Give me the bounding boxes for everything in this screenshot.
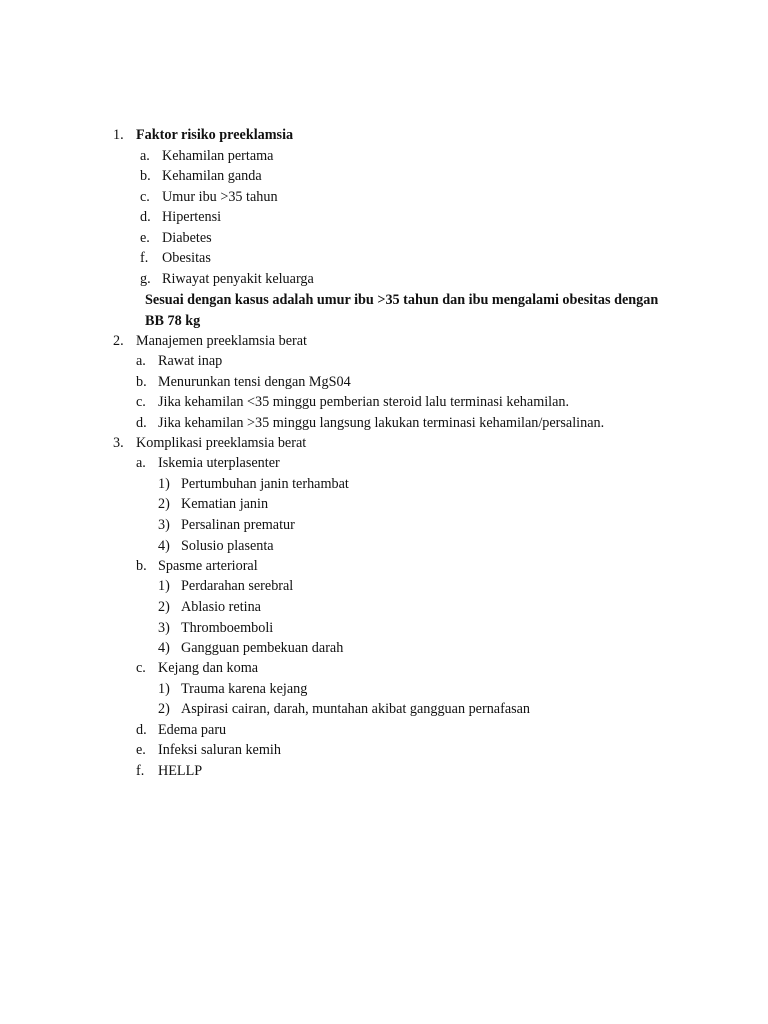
item-text: Edema paru: [158, 722, 227, 738]
item-marker: g.: [140, 271, 151, 287]
item-marker: e.: [140, 230, 150, 246]
item-marker: c.: [136, 394, 146, 410]
item-text: Obesitas: [162, 250, 211, 266]
item-marker: d.: [140, 209, 151, 225]
item-marker: d.: [136, 415, 147, 431]
item-text: Kehamilan ganda: [162, 168, 262, 184]
item-marker: b.: [136, 558, 147, 574]
item-marker: d.: [136, 722, 147, 738]
sub-item-text: Thromboemboli: [181, 620, 274, 636]
item-marker: b.: [140, 168, 151, 184]
sub-item-marker: 2): [158, 701, 170, 717]
sub-item-marker: 1): [158, 578, 170, 594]
sub-item-text: Kematian janin: [181, 496, 269, 512]
item-text: Kehamilan pertama: [162, 148, 274, 164]
item-text: Jika kehamilan <35 minggu pemberian steroid lalu terminasi kehamilan.: [158, 394, 570, 410]
sub-item-text: Solusio plasenta: [181, 538, 274, 554]
sub-item-marker: 4): [158, 538, 170, 554]
sub-item-marker: 3): [158, 517, 170, 533]
item-text: Riwayat penyakit keluarga: [162, 271, 314, 287]
item-text: Kejang dan koma: [158, 660, 259, 676]
sub-item-text: Perdarahan serebral: [181, 578, 294, 594]
sub-item-marker: 1): [158, 476, 170, 492]
item-text: HELLP: [158, 763, 203, 779]
item-text: Hipertensi: [162, 209, 222, 225]
item-marker: f.: [136, 763, 145, 779]
sub-item-marker: 1): [158, 681, 170, 697]
section-number: 2.: [113, 333, 124, 349]
sub-item-text: Pertumbuhan janin terhambat: [181, 476, 349, 492]
item-text: Iskemia uterplasenter: [158, 455, 280, 471]
sub-item-text: Aspirasi cairan, darah, muntahan akibat gangguan pernafasan: [181, 701, 531, 717]
item-marker: e.: [136, 742, 146, 758]
sub-item-marker: 2): [158, 496, 170, 512]
item-marker: b.: [136, 374, 147, 390]
sub-item-text: Persalinan prematur: [181, 517, 295, 533]
section-title: Komplikasi preeklamsia berat: [136, 435, 307, 451]
sub-item-text: Gangguan pembekuan darah: [181, 640, 344, 656]
sub-item-text: Ablasio retina: [181, 599, 261, 615]
item-marker: a.: [136, 455, 146, 471]
section-number: 1.: [113, 127, 124, 143]
item-text: Umur ibu >35 tahun: [162, 189, 278, 205]
item-text: Diabetes: [162, 230, 212, 246]
item-marker: c.: [140, 189, 150, 205]
case-note: Sesuai dengan kasus adalah umur ibu >35 tahun dan ibu mengalami obesitas dengan BB 78 kg: [145, 292, 659, 329]
sub-item-marker: 3): [158, 620, 170, 636]
item-text: Rawat inap: [158, 353, 223, 369]
item-text: Spasme arterioral: [158, 558, 258, 574]
item-text: Jika kehamilan >35 minggu langsung lakukan terminasi kehamilan/persalinan.: [158, 415, 605, 431]
sub-item-marker: 4): [158, 640, 170, 656]
section-title: Faktor risiko preeklamsia: [136, 127, 294, 143]
item-marker: c.: [136, 660, 146, 676]
item-marker: f.: [140, 250, 149, 266]
section-title: Manajemen preeklamsia berat: [136, 333, 307, 349]
item-text: Infeksi saluran kemih: [158, 742, 281, 758]
item-text: Menurunkan tensi dengan MgS04: [158, 374, 351, 390]
sub-item-marker: 2): [158, 599, 170, 615]
item-marker: a.: [140, 148, 150, 164]
sub-item-text: Trauma karena kejang: [181, 681, 308, 697]
section-number: 3.: [113, 435, 124, 451]
item-marker: a.: [136, 353, 146, 369]
